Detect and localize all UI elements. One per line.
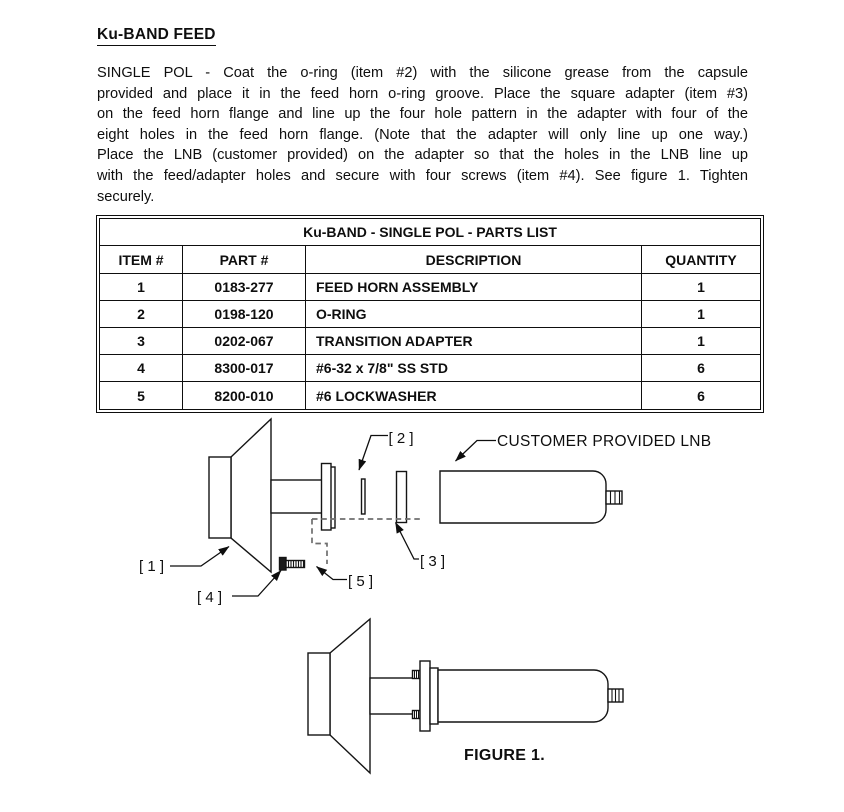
- cell-quantity: 6: [697, 387, 705, 404]
- cell-description: #6 LOCKWASHER: [306, 382, 642, 409]
- cell-item: 1: [100, 274, 183, 301]
- horn-mouth: [209, 457, 231, 538]
- cell-part: 0198-120: [183, 301, 306, 328]
- parts-table-title: Ku-BAND - SINGLE POL - PARTS LIST: [100, 219, 760, 246]
- callout-item1: [ 1 ]: [139, 558, 165, 575]
- feed-horn-diagrams: [0, 413, 844, 812]
- adapter-drawing: [397, 472, 407, 523]
- cell-quantity: 1: [642, 328, 760, 355]
- exploded-view: [139, 419, 711, 606]
- feed-horn-drawing: [209, 419, 335, 572]
- lnb-body-assembled: [438, 670, 608, 722]
- page-title: Ku-BAND FEED: [97, 26, 216, 46]
- paragraph-line: SINGLE POL - Coat the o-ring (item #2) with the silicone grease from the capsule: [97, 65, 748, 81]
- paragraph-line: on the feed horn flange and line up the four hole pattern in the adapter with four of the: [97, 106, 748, 123]
- col-header-item: ITEM #: [100, 246, 183, 274]
- horn-cone-assembled: [330, 619, 370, 773]
- cell-description: TRANSITION ADAPTER: [306, 328, 642, 355]
- horn-cone: [231, 419, 271, 572]
- cell-part: 8300-017: [183, 355, 306, 382]
- lnb-drawing: [440, 471, 622, 523]
- instructions-paragraph: [97, 63, 748, 207]
- cell-quantity: 1: [642, 301, 760, 328]
- lnb-label: CUSTOMER PROVIDED LNB: [497, 433, 712, 450]
- horn-mouth-assembled: [308, 653, 330, 735]
- adapter-assembled: [430, 668, 438, 724]
- col-header-part: PART #: [183, 246, 306, 274]
- cell-description: O-RING: [306, 301, 642, 328]
- callout-item4: [ 4 ]: [197, 589, 223, 606]
- paragraph-line: provided and place it in the feed horn o-ring groove. Place the square adapter (item #3): [97, 85, 748, 102]
- cell-quantity: 1: [642, 274, 760, 301]
- leader-item2: [359, 436, 388, 471]
- leader-lnb: [456, 441, 497, 462]
- leader-item5: [317, 567, 348, 580]
- horn-neck: [271, 480, 322, 513]
- screw-threads: [289, 561, 304, 568]
- cell-part: 0183-277: [183, 274, 306, 301]
- paragraph-line: Place the LNB (customer provided) on the adapter so that the holes in the LNB line up: [97, 147, 748, 164]
- lnb-assembled: [438, 670, 623, 722]
- col-header-quantity: QUANTITY: [642, 246, 760, 274]
- paragraph-line: eight holes in the feed horn flange. (Note that the adapter will only line up one way.): [97, 126, 748, 143]
- flange-assembled: [420, 661, 430, 731]
- cell-description: FEED HORN ASSEMBLY: [306, 274, 642, 301]
- col-header-description: DESCRIPTION: [306, 246, 642, 274]
- figure-caption: FIGURE 1.: [464, 747, 545, 764]
- parts-table: [96, 215, 764, 413]
- screw-head: [280, 558, 287, 571]
- cell-part: 8200-010: [183, 382, 306, 409]
- paragraph-line: with the feed/adapter holes and secure with four screws (item #4). See figure 1. Tighten: [97, 167, 748, 184]
- cell-item: 2: [100, 301, 183, 328]
- horn-flange: [322, 464, 332, 531]
- cell-item: 4: [100, 355, 183, 382]
- lnb-body: [440, 471, 606, 523]
- cell-item: 5: [100, 382, 183, 409]
- cell-description: #6-32 x 7/8" SS STD: [306, 355, 642, 382]
- leader-item1: [170, 547, 229, 567]
- cell-quantity: 6: [642, 355, 760, 382]
- o-ring-drawing: [362, 479, 366, 514]
- horn-neck-assembled: [370, 678, 420, 714]
- callout-item2: [ 2 ]: [388, 430, 414, 447]
- parts-table-grid: [99, 218, 761, 410]
- leader-item4: [232, 571, 281, 597]
- cell-part: 0202-067: [183, 328, 306, 355]
- callout-item3: [ 3 ]: [420, 553, 446, 570]
- callout-item5: [ 5 ]: [348, 573, 374, 590]
- screw-drawing: [280, 558, 305, 571]
- leader-item3: [396, 523, 420, 560]
- cell-item: 3: [100, 328, 183, 355]
- paragraph-line: securely.: [97, 188, 155, 205]
